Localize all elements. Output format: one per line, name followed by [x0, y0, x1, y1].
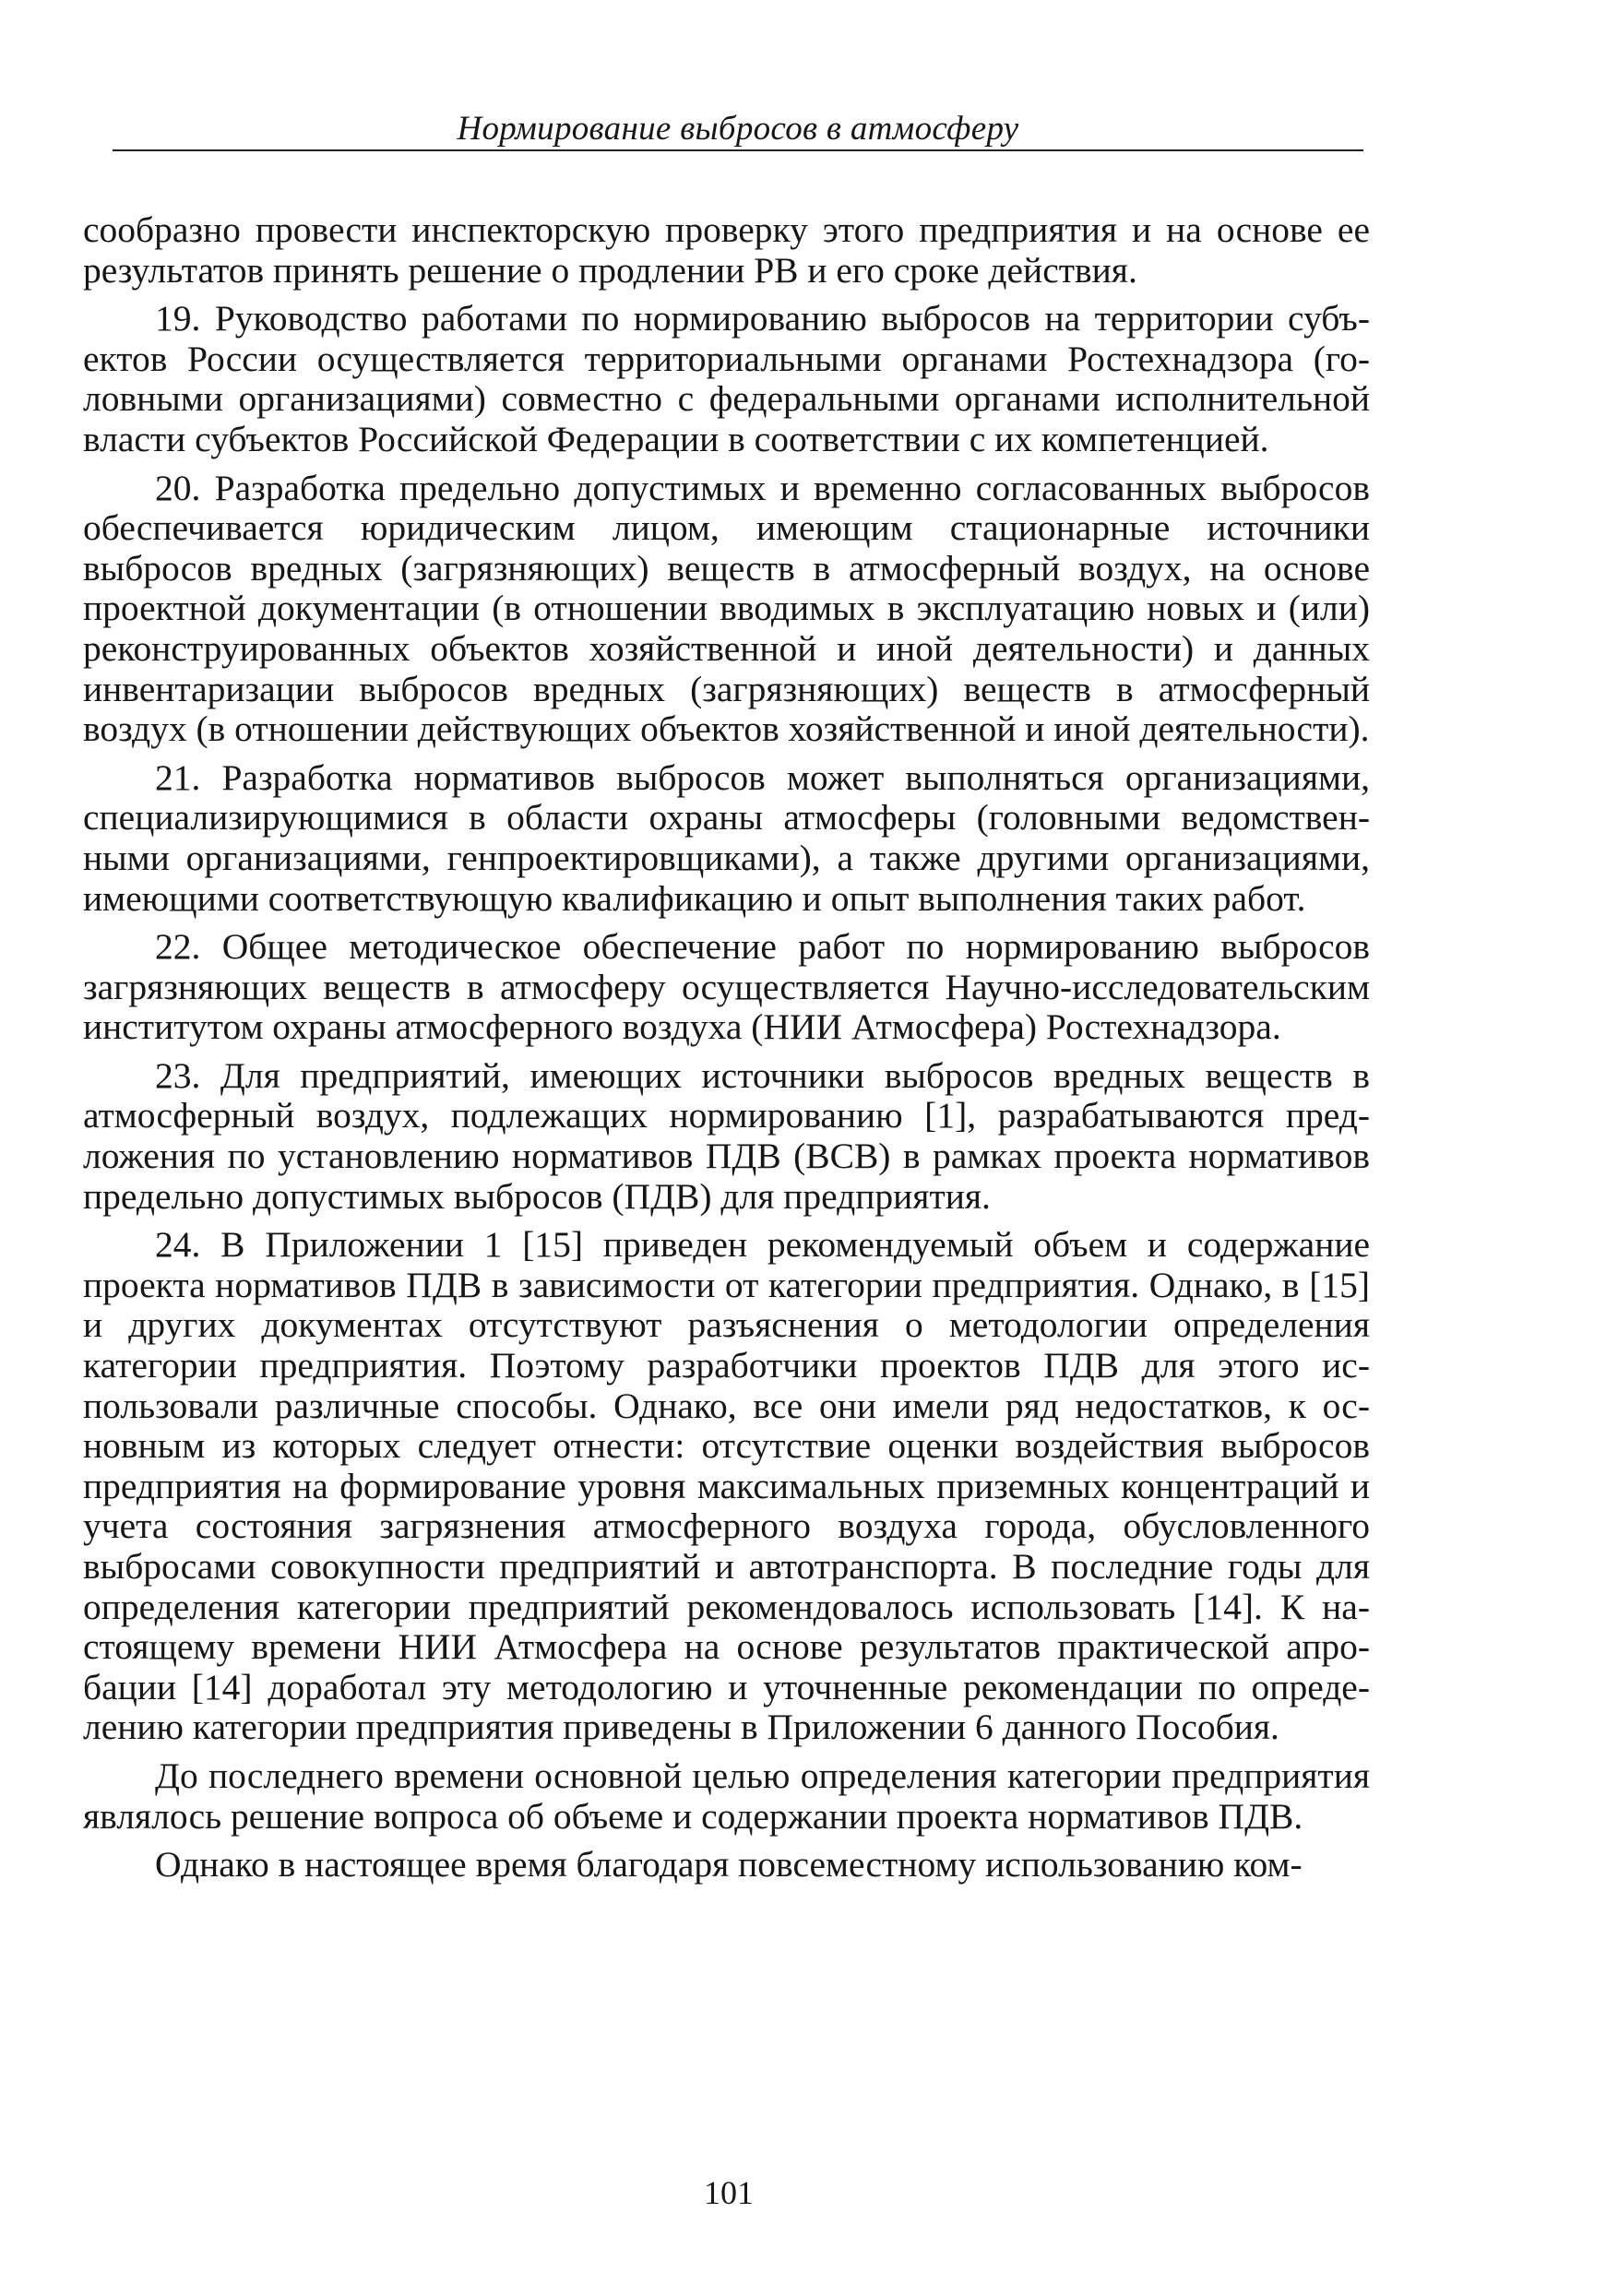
paragraph-item-19: 19. Руководство работами по нормированию выбросов на территории субъектов России осуществляется территориальными органами Ростехнадзора (головными организациями) совместно с федеральными органами исполнительной власти субъектов Российской Федерации в соответствии с их компетенцией. [83, 298, 1370, 459]
running-header: Нормирование выбросов в атмосферу [457, 110, 1019, 148]
paragraph-item-21: 21. Разработка нормативов выбросов может выполняться организациями, специализирующимися в области охраны атмосферы (головными ведомственными организациями, генпроектировщиками), а также другими организациями, имеющими соответствующую квалификацию и опыт выполнения таких работ. [83, 756, 1370, 919]
body-text [83, 210, 1370, 1894]
paragraph-current-usage: Однако в настоящее время благодаря повсеместному использованию ком- [155, 1844, 1303, 1886]
paragraph-category-purpose: До последнего времени основной целью определения категории предприятия являлось решение вопроса об объеме и содержании проекта нормативов ПДВ. [83, 1755, 1370, 1837]
paragraph-item-24: 24. В Приложении 1 [15] приведен рекомендуемый объем и содержание проекта нормативов ПДВ в зависимости от категории предприятия. Однако, в [15] и других документах отсутствуют разъяснения о методологии определения категории предприятия. Поэтому разработчики проектов ПДВ для этого использовали различные способы. Однако, все они имели ряд недостатков, к основным из которых следует отнести: отсутствие оценки воздействия выбросов предприятия на формирование уровня максимальных приземных концентраций и учета состояния загрязнения атмосферного воздуха города, обусловленного выбросами совокупности предприятий и автотранспорта. В последние годы для определения категории предприятий рекомендовалось использовать [14]. К настоящему времени НИИ Атмосфера на основе результатов практической апробации [14] доработал эту методологию и уточненные рекомендации по определению категории предприятия приведены в Приложении 6 данного Пособия. [83, 1224, 1370, 1748]
paragraph-item-20: 20. Разработка предельно допустимых и временно согласованных выбросов обеспечивается юридическим лицом, имеющим стационарные источники выбросов вредных (загрязняющих) веществ в атмосферный воздух, на основе проектной документации (в отношении вводимых в эксплуатацию новых и (или) реконструированных объектов хозяйственной и иной деятельности) и данных инвентаризации выбросов вредных (загрязняющих) веществ в атмосферный воздух (в отношении действующих объектов хозяйственной и иной деятельности). [83, 467, 1370, 750]
paragraph-continuation: сообразно провести инспекторскую проверку этого предприятия и на основе ее результатов принять решение о продлении РВ и его сроке действия. [83, 209, 1370, 291]
paragraph-item-23: 23. Для предприятий, имеющих источники выбросов вредных веществ в атмосферный воздух, подлежащих нормированию [1], разрабатываются предложения по установлению нормативов ПДВ (ВСВ) в рамках проекта нормативов предельно допустимых выбросов (ПДВ) для предприятия. [83, 1054, 1370, 1217]
paragraph-item-22: 22. Общее методическое обеспечение работ по нормированию выбросов загрязняющих веществ в атмосферу осуществляется Научно-исследовательским институтом охраны атмосферного воздуха (НИИ Атмосфера) Ростехнадзора. [83, 926, 1370, 1048]
header-divider [113, 149, 1363, 151]
page-number: 101 [704, 2174, 754, 2211]
